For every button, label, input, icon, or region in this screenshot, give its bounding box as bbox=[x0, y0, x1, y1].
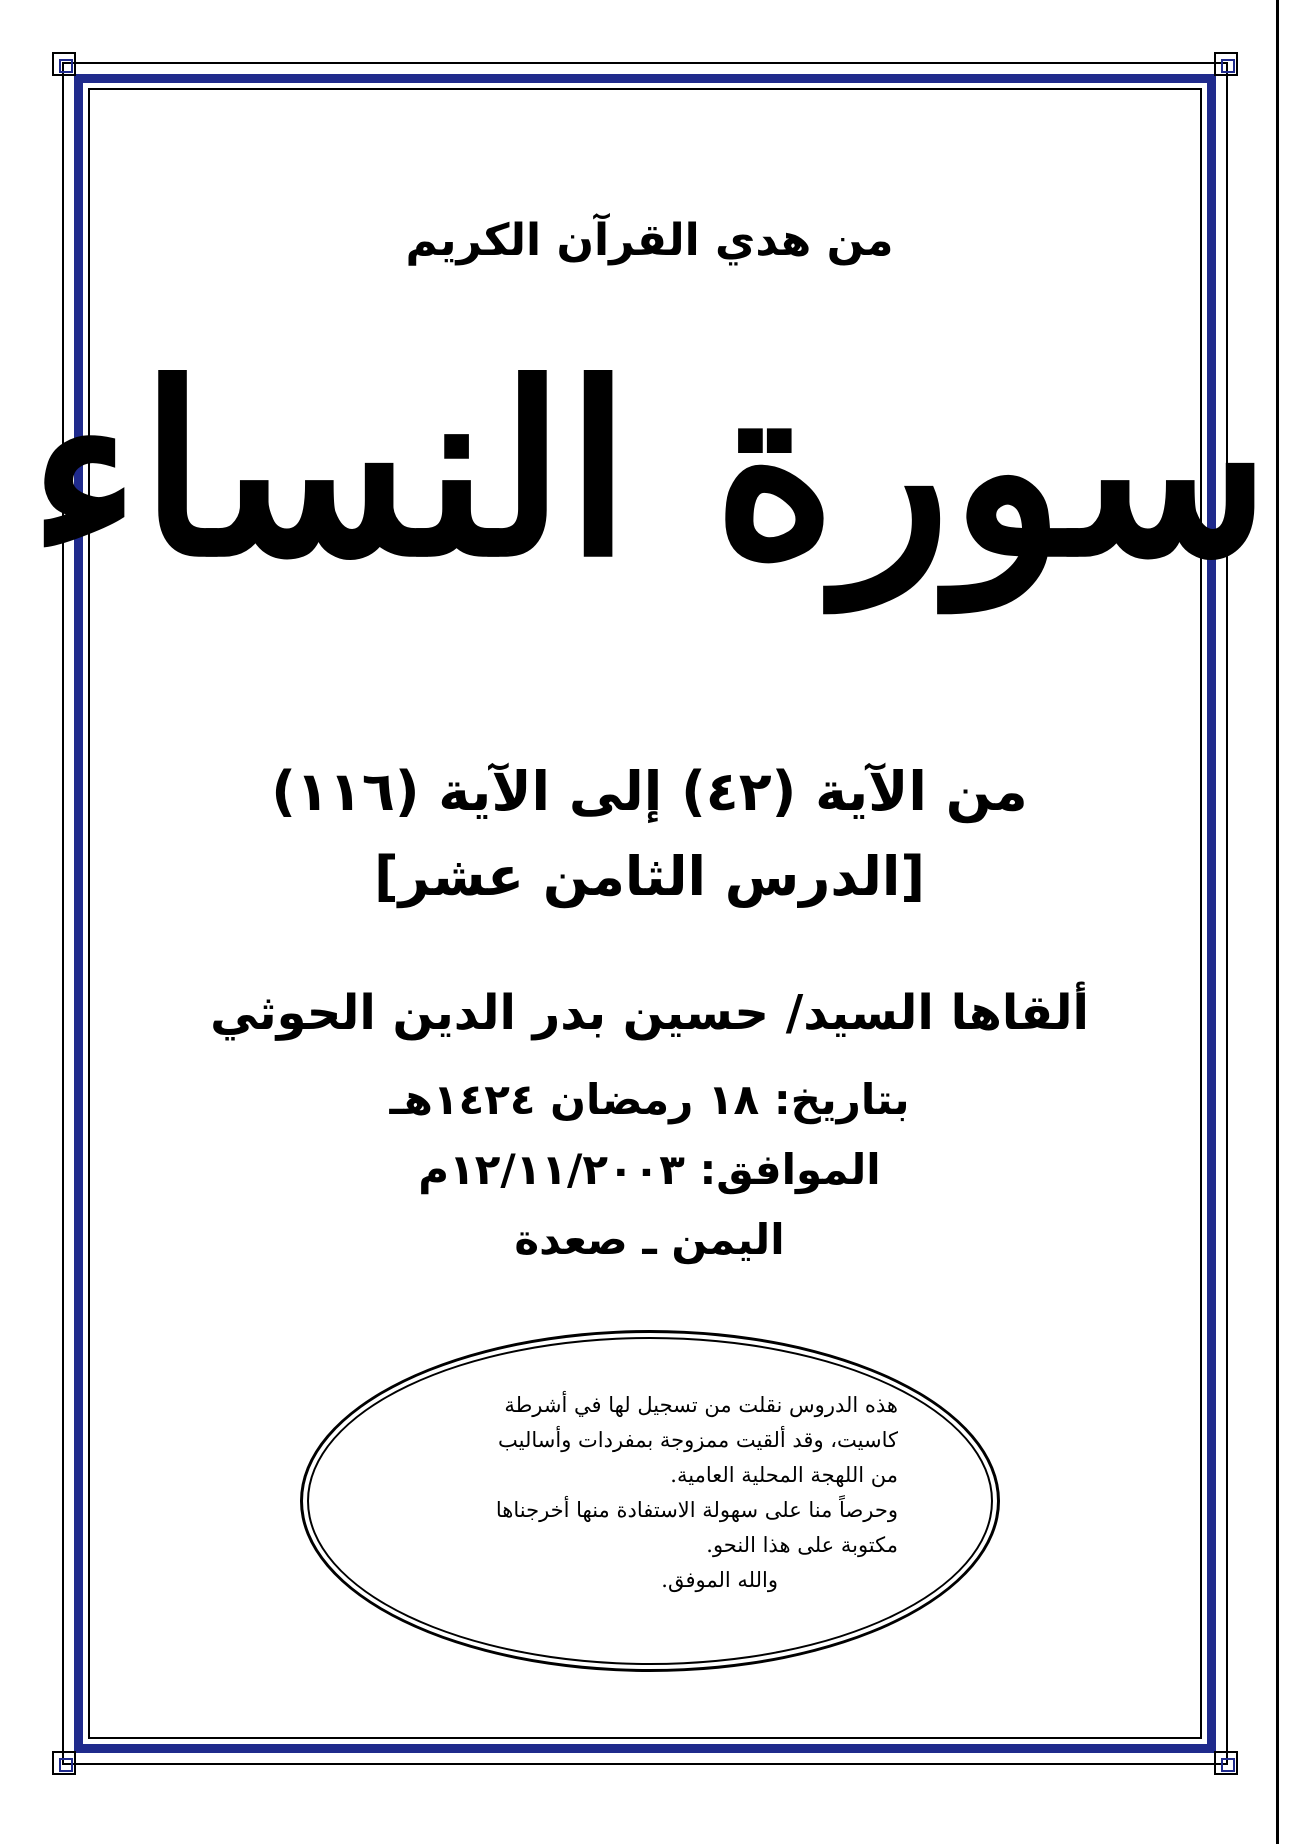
page-edge-line bbox=[1276, 0, 1279, 1844]
note-line: من اللهجة المحلية العامية. bbox=[670, 1463, 898, 1487]
frame-corner-top-right bbox=[1214, 52, 1238, 76]
date-gregorian: الموافق: ١٢/١١/٢٠٠٣م bbox=[418, 1145, 881, 1194]
series-title: من هدي القرآن الكريم bbox=[405, 215, 894, 266]
note-line: مكتوبة على هذا النحو. bbox=[706, 1533, 898, 1557]
verse-range: من الآية (٤٢) إلى الآية (١١٦) bbox=[271, 760, 1028, 823]
frame-corner-bottom-left bbox=[52, 1751, 76, 1775]
date-hijri: بتاريخ: ١٨ رمضان ١٤٢٤هـ bbox=[389, 1075, 910, 1124]
frame-corner-top-left bbox=[52, 52, 76, 76]
main-title: سورة النساء bbox=[28, 331, 1271, 609]
note-closing-line: والله الموفق. bbox=[661, 1568, 778, 1592]
location: اليمن ـ صعدة bbox=[514, 1215, 785, 1264]
speaker-name: ألقاها السيد/ حسين بدر الدين الحوثي bbox=[210, 985, 1089, 1041]
transcription-note bbox=[410, 1388, 898, 1598]
note-line: كاسيت، وقد ألقيت ممزوجة بمفردات وأساليب bbox=[498, 1428, 898, 1452]
frame-corner-bottom-right bbox=[1214, 1751, 1238, 1775]
note-line: هذه الدروس نقلت من تسجيل لها في أشرطة bbox=[504, 1393, 898, 1417]
note-line: وحرصاً منا على سهولة الاستفادة منها أخرجناها bbox=[495, 1498, 898, 1522]
lesson-number: [الدرس الثامن عشر] bbox=[373, 845, 926, 908]
